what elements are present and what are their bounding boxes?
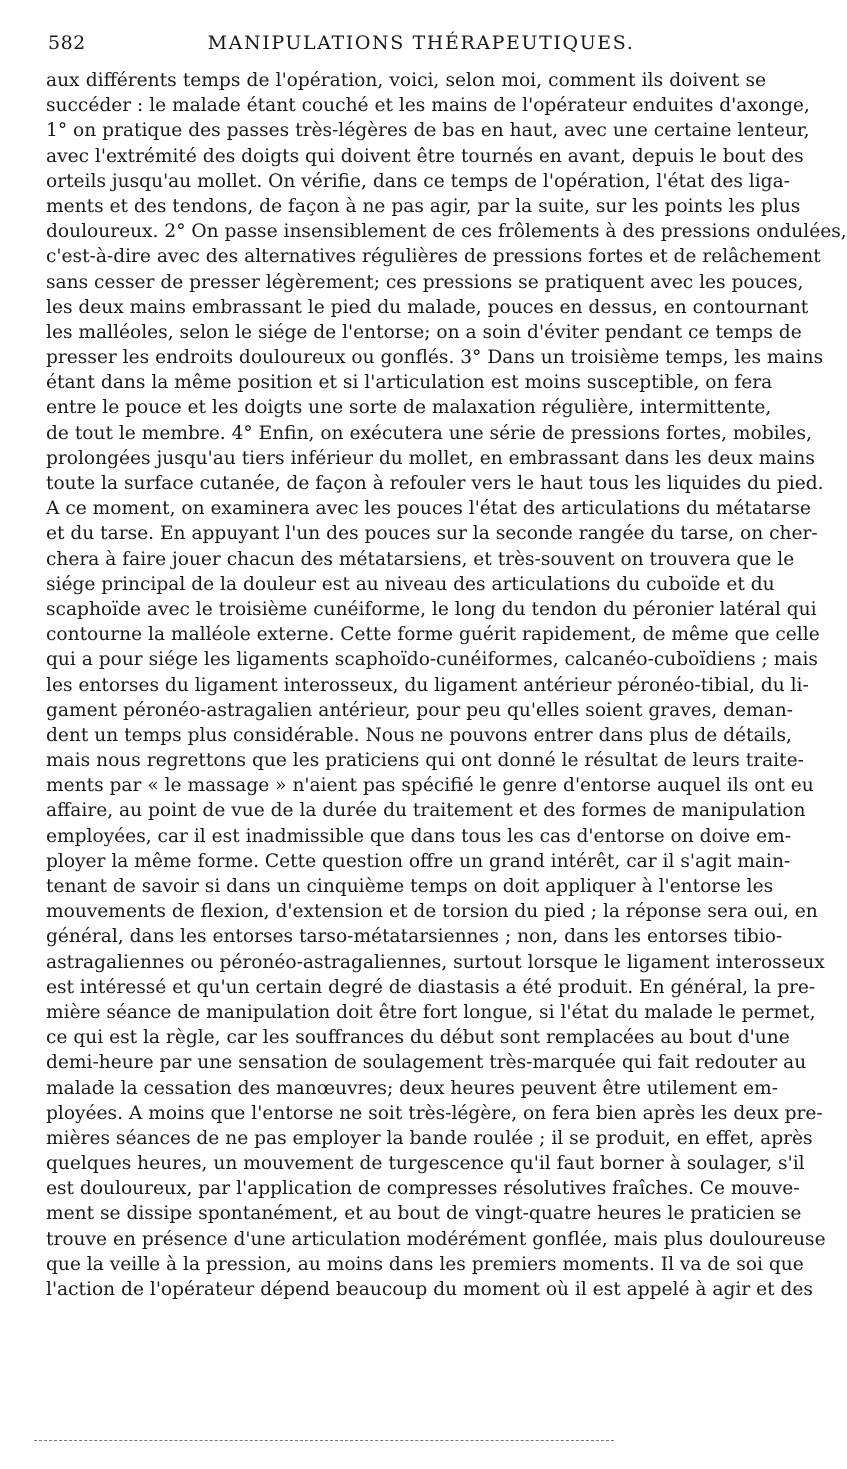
text-line: chera à faire jouer chacun des métatarsiens, et très-souvent on trouvera que le [46, 548, 795, 570]
page-header [48, 30, 770, 60]
text-line: douloureux. 2° On passe insensiblement de ces frôlements à des pressions ondulées, [46, 221, 847, 243]
text-line: affaire, au point de vue de la durée du traitement et des formes de manipulation [46, 800, 806, 822]
text-line: c'est-à-dire avec des alternatives régulières de pressions fortes et de relâchement [46, 246, 821, 268]
text-line: entre le pouce et les doigts une sorte de malaxation régulière, intermittente, [46, 397, 772, 419]
text-line: les entorses du ligament interosseux, du ligament antérieur péronéo-tibial, du li- [46, 674, 809, 696]
running-title: MANIPULATIONS THÉRAPEUTIQUES. [207, 32, 635, 54]
text-line: succéder : le malade étant couché et les mains de l'opérateur enduites d'axonge, [46, 95, 810, 117]
text-line: général, dans les entorses tarso-métatarsiennes ; non, dans les entorses tibio- [46, 926, 783, 948]
text-line: employées, car il est inadmissible que dans tous les cas d'entorse on doive em- [46, 825, 791, 847]
text-line: ment se dissipe spontanément, et au bout de vingt-quatre heures le praticien se [46, 1203, 802, 1225]
text-line: ployées. A moins que l'entorse ne soit très-légère, on fera bien après les deux pre- [46, 1102, 823, 1124]
text-line: de tout le membre. 4° Enfin, on exécutera une série de pressions fortes, mobiles, [46, 422, 812, 444]
text-line: mières séances de ne pas employer la bande roulée ; il se produit, en effet, après [46, 1127, 813, 1149]
text-line: presser les endroits douloureux ou gonflés. 3° Dans un troisième temps, les mains [46, 347, 824, 369]
text-line: l'action de l'opérateur dépend beaucoup du moment où il est appelé à agir et des [46, 1279, 813, 1300]
text-line: dent un temps plus considérable. Nous ne pouvons entrer dans plus de détails, [46, 724, 792, 746]
text-line: est intéressé et qu'un certain degré de diastasis a été produit. En général, la pre- [46, 976, 816, 998]
body-text [46, 68, 847, 1302]
text-line: sans cesser de presser légèrement; ces pressions se pratiquent avec les pouces, [46, 271, 804, 293]
page-number: 582 [48, 32, 86, 54]
text-line: orteils jusqu'au mollet. On vérifie, dans ce temps de l'opération, l'état des liga- [46, 170, 790, 192]
text-line: ce qui est la règle, car les souffrances du début sont remplacées au bout d'une [46, 1027, 790, 1049]
text-line: scaphoïde avec le troisième cunéiforme, le long du tendon du péronier latéral qui [46, 598, 817, 620]
text-line: aux différents temps de l'opération, voici, selon moi, comment ils doivent se [46, 70, 766, 91]
text-line: qui a pour siége les ligaments scaphoïdo-cunéiformes, calcanéo-cuboïdiens ; mais [46, 649, 818, 671]
text-line: mais nous regrettons que les praticiens qui ont donné le résultat de leurs traite- [46, 750, 804, 772]
text-line: contourne la malléole externe. Cette forme guérit rapidement, de même que celle [46, 624, 820, 646]
text-line: astragaliennes ou péronéo-astragaliennes, surtout lorsque le ligament interosseux [46, 951, 825, 973]
text-line: ments par « le massage » n'aient pas spécifié le genre d'entorse auquel ils ont eu [46, 775, 814, 797]
text-line: trouve en présence d'une articulation modérément gonflée, mais plus douloureuse [46, 1228, 826, 1250]
text-line: ments et des tendons, de façon à ne pas agir, par la suite, sur les points les plus [46, 195, 801, 217]
text-line: est douloureux, par l'application de compresses résolutives fraîches. Ce mouve- [46, 1178, 800, 1200]
text-line: avec l'extrémité des doigts qui doivent être tournés en avant, depuis le bout des [46, 145, 804, 167]
text-line: gament péronéo-astragalien antérieur, pour peu qu'elles soient graves, deman- [46, 699, 793, 721]
text-line: quelques heures, un mouvement de turgescence qu'il faut borner à soulager, s'il [46, 1153, 805, 1175]
text-line: siége principal de la douleur est au niveau des articulations du cuboïde et du [46, 573, 775, 595]
text-line: ployer la même forme. Cette question offre un grand intérêt, car il s'agit main- [46, 850, 791, 872]
text-line: et du tarse. En appuyant l'un des pouces sur la seconde rangée du tarse, on cher- [46, 523, 818, 545]
text-line: malade la cessation des manœuvres; deux heures peuvent être utilement em- [46, 1077, 778, 1099]
text-line: les deux mains embrassant le pied du malade, pouces en dessus, en contournant [46, 296, 809, 318]
footer-rule [34, 1440, 614, 1441]
text-line: toute la surface cutanée, de façon à refouler vers le haut tous les liquides du pied. [46, 473, 824, 494]
text-line: A ce moment, on examinera avec les pouces l'état des articulations du métatarse [46, 498, 811, 520]
text-line: tenant de savoir si dans un cinquième temps on doit appliquer à l'entorse les [46, 876, 774, 897]
text-line: que la veille à la pression, au moins dans les premiers moments. Il va de soi que [46, 1253, 804, 1275]
text-line: demi-heure par une sensation de soulagement très-marquée qui fait redouter au [46, 1052, 807, 1074]
text-line: 1° on pratique des passes très-légères de bas en haut, avec une certaine lenteur, [46, 120, 810, 142]
text-line: mière séance de manipulation doit être fort longue, si l'état du malade le permet, [46, 1001, 816, 1023]
text-line: mouvements de flexion, d'extension et de torsion du pied ; la réponse sera oui, en [46, 901, 818, 923]
text-line: étant dans la même position et si l'articulation est moins susceptible, on fera [46, 372, 773, 394]
text-line: prolongées jusqu'au tiers inférieur du mollet, en embrassant dans les deux mains [46, 447, 815, 469]
text-line: les malléoles, selon le siége de l'entorse; on a soin d'éviter pendant ce temps de [46, 321, 802, 343]
